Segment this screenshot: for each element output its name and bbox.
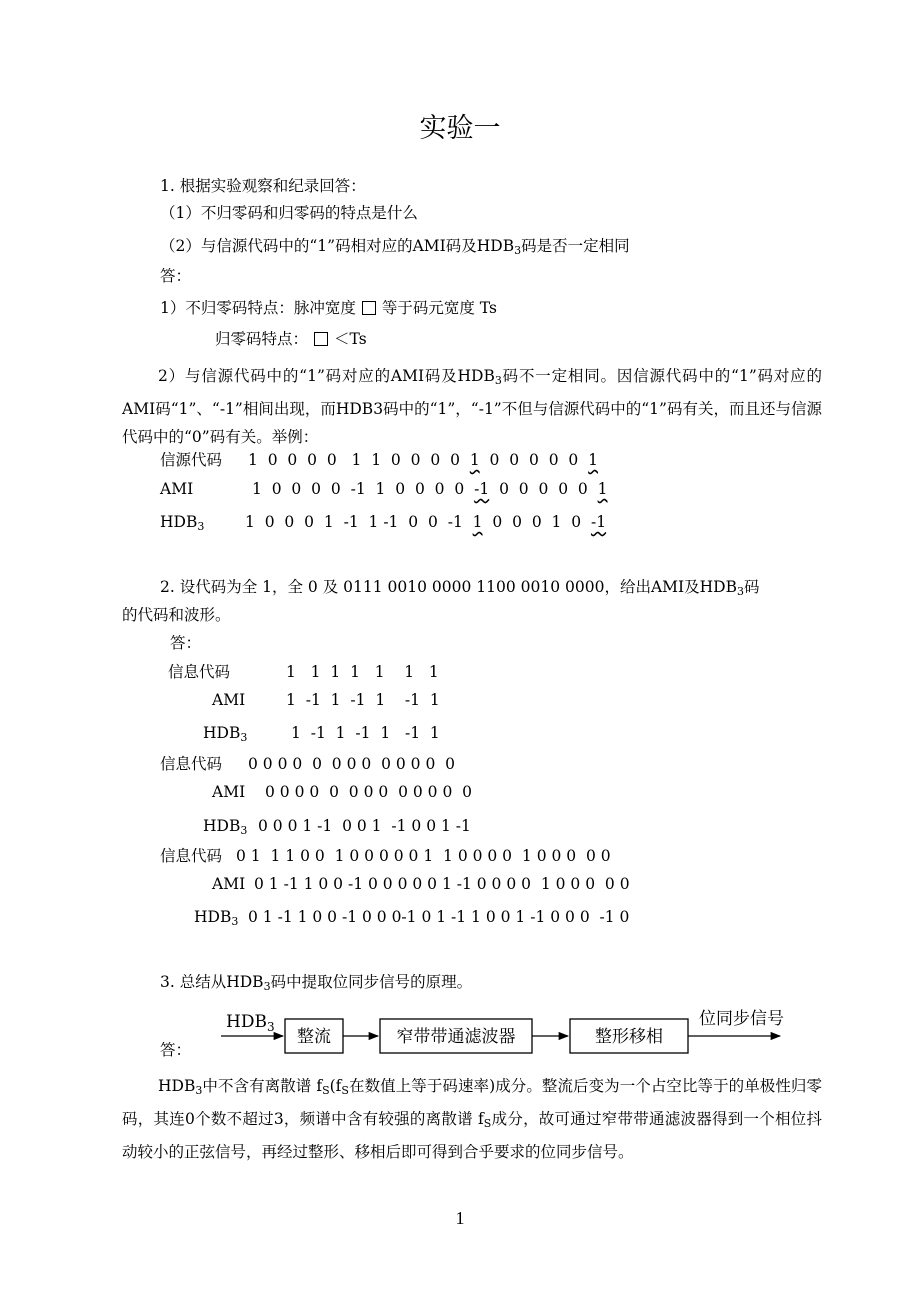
q2-r5-values: 0 0 0 0 0 0 0 0 0 0 0 0 0 — [265, 783, 473, 801]
q2-r1-values: 1 1 1 1 1 1 1 — [286, 663, 439, 681]
ex-hdb-label: $HDB_3$ — [160, 513, 205, 533]
q1-sub1: （1）不归零码和归零码的特点是什么 — [160, 204, 418, 222]
q2-heading-line2: 的代码和波形。 — [122, 606, 231, 624]
q1-a1-line2: 归零码特点： ＜Ts — [215, 330, 367, 348]
q3-answer-paragraph: $HDB_3$中不含有离散谱 $f_S(f_S$在数值上等于码速率)成分。整流后变为一个占空比等于的单极性归零码，其连0个数不超过3，频谱中含有较强的离散谱 $f_S$成分，故可通过窄带带通滤波器得到一个相位抖动较小的正弦信号，再经过整形、移相后即可得到合乎要求的位同步信号。 — [122, 1077, 822, 1161]
ex-ami-values: 1 0 0 0 0 -1 1 0 0 0 0 -1 0 0 0 0 0 1 — [252, 480, 608, 498]
q2-r5-label: AMI — [212, 783, 246, 801]
q2-answer-label: 答： — [170, 634, 202, 652]
q2-r2-label: AMI — [212, 691, 246, 709]
q2-r8-label: AMI — [212, 875, 246, 893]
q1-answer-label: 答： — [160, 267, 192, 285]
diagram-output-label: 位同步信号 — [699, 1009, 784, 1029]
ex-source-values: 1 0 0 0 0 1 1 0 0 0 0 1 0 0 0 0 0 1 — [248, 451, 598, 469]
q2-r6-label: $HDB_3$ — [203, 817, 248, 837]
q2-r6-values: 0 0 0 1 -1 0 0 1 -1 0 0 1 -1 — [258, 817, 471, 835]
q2-r1-label: 信息代码 — [168, 663, 231, 681]
page-number: 1 — [455, 1208, 465, 1228]
q1-sub2: （2）与信源代码中的“1”码相对应的AMI码及$HDB_3$码是否一定相同 — [160, 237, 630, 257]
q2-r4-label: 信息代码 — [160, 755, 223, 773]
ex-ami-label: AMI — [160, 480, 194, 498]
q1-a1-line1: 1）不归零码特点：脉冲宽度 等于码元宽度 Ts — [160, 299, 497, 317]
q2-r4-values: 0 0 0 0 0 0 0 0 0 0 0 0 0 — [248, 755, 456, 773]
q2-r9-values: 0 1 -1 1 0 0 -1 0 0 0-1 0 1 -1 1 0 0 1 -1 0 0 0 -1 0 — [248, 908, 630, 926]
diagram-input-label: $HDB_3$ — [226, 1012, 275, 1034]
q2-r2-values: 1 -1 1 -1 1 -1 1 — [286, 691, 440, 709]
q2-r9-label: $HDB_3$ — [194, 908, 239, 928]
q2-r7-label: 信息代码 — [160, 847, 223, 865]
q2-r8-values: 0 1 -1 1 0 0 -1 0 0 0 0 0 1 -1 0 0 0 0 1 0 0 0 0 0 — [254, 875, 630, 893]
q3-answer-label: 答： — [160, 1041, 192, 1059]
q1-heading: 1. 根据实验观察和纪录回答： — [160, 177, 366, 195]
ex-hdb-values: 1 0 0 0 1 -1 1 -1 0 0 -1 1 0 0 0 1 0 -1 — [245, 513, 607, 531]
q1-a2-paragraph: 2）与信源代码中的“1”码对应的AMI码及$HDB_3$码不一定相同。因信源代码中的“1”码对应的AMI码“1”、“-1”相间出现，而HDB3码中的“1”，“-1”不但与信源代码中的“1”码有关，而且还与信源代码中的“0”码有关。举例： — [122, 367, 822, 446]
q2-heading: 2. 设代码为全 1，全 0 及 0111 0010 0000 1100 0010 0000，给出AMI及$HDB_3$码 — [160, 578, 760, 598]
q3-heading: 3. 总结从$HDB_3$码中提取位同步信号的原理。 — [160, 973, 473, 993]
box-bandpass-filter-label: 窄带带通滤波器 — [396, 1027, 516, 1047]
q2-r3-label: $HDB_3$ — [203, 724, 248, 744]
q2-r3-values: 1 -1 1 -1 1 -1 1 — [291, 724, 440, 742]
ex-source-label: 信源代码 — [160, 451, 223, 469]
q2-r7-values: 0 1 1 1 0 0 1 0 0 0 0 0 1 1 0 0 0 0 1 0 0 0 0 0 — [236, 847, 611, 865]
box-rectifier-label: 整流 — [297, 1027, 331, 1047]
page-title: 实验一 — [419, 113, 501, 144]
box-shaping-phase-label: 整形移相 — [595, 1027, 663, 1047]
